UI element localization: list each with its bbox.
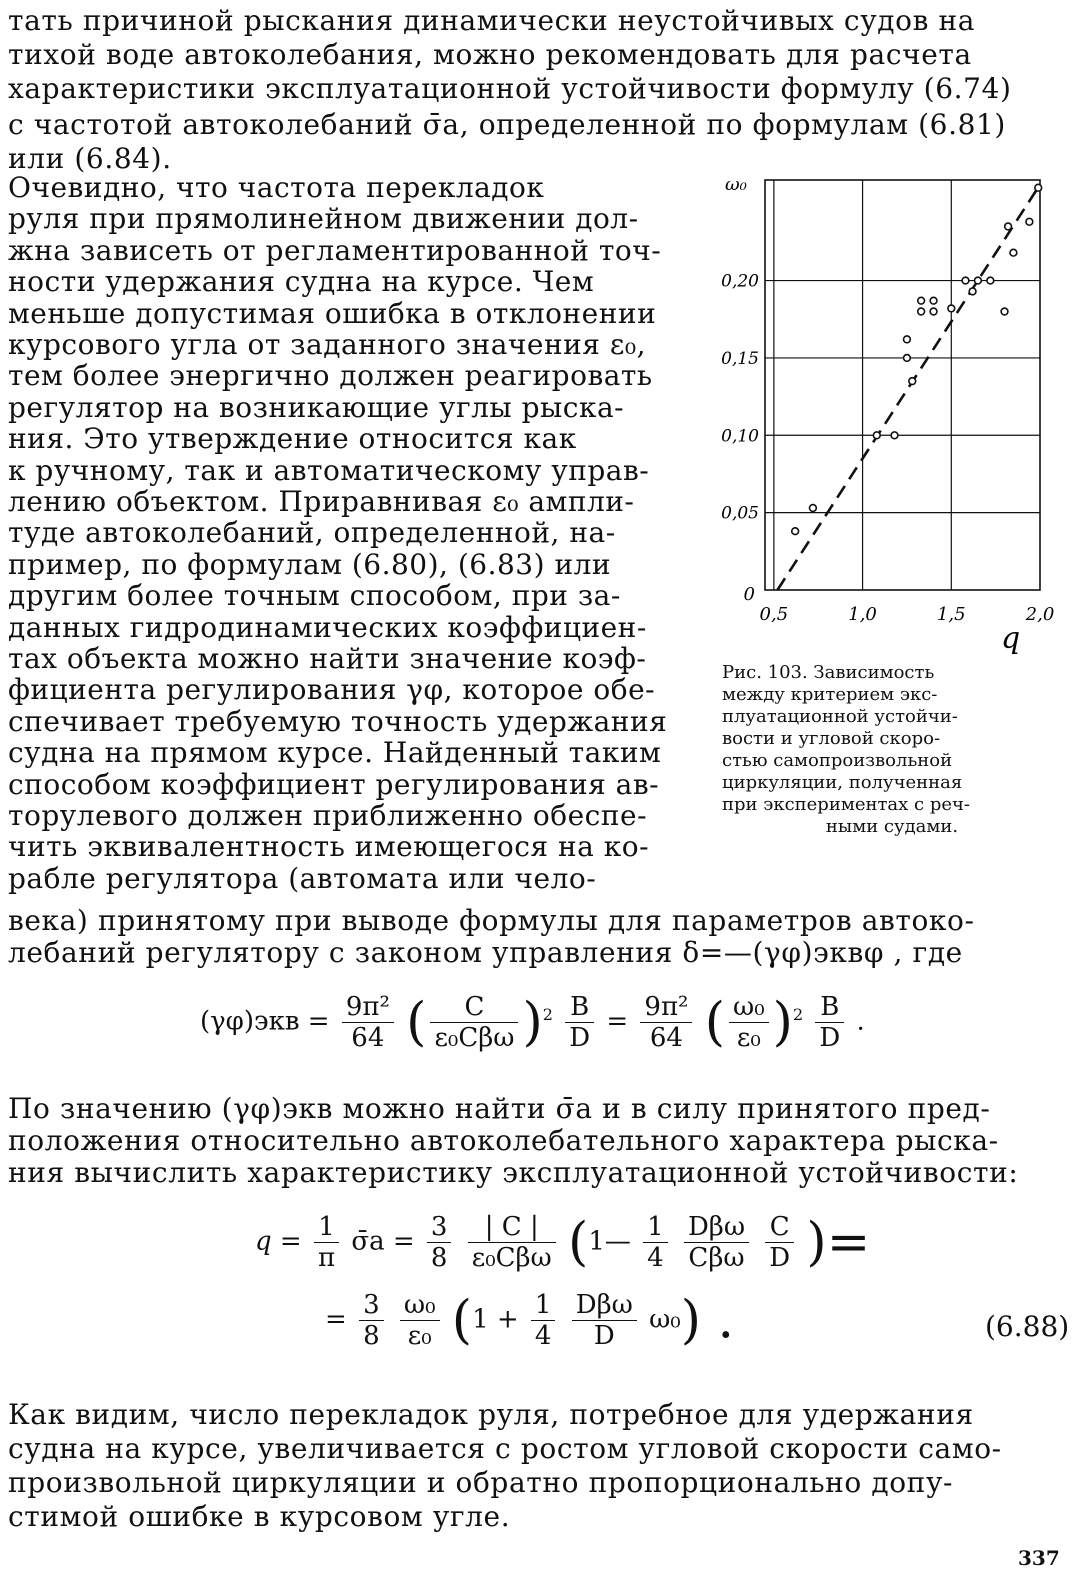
eq-sign: =	[307, 1006, 330, 1037]
data-point	[948, 305, 955, 312]
column-text-line: Очевидно, что частота перекладок	[8, 171, 545, 204]
column-text-line: жна зависеть от регламентированной точ-	[8, 233, 662, 267]
text-line: тихой воде автоколебания, можно рекомендовать для расчета	[8, 38, 972, 71]
column-text-line: торулевого должен приближенно обеспе-	[8, 799, 648, 832]
x-axis-label: q	[1000, 621, 1021, 656]
column-text-line: другим более точным способом, при за-	[8, 579, 621, 613]
data-point	[918, 308, 925, 315]
eq-fraction: $\frac{B}{D}$	[565, 992, 594, 1053]
text-line: тать причиной рыскания динамически неустойчивых судов на	[8, 4, 976, 37]
equation-number: (6.88)	[985, 1310, 1070, 1343]
eq-fraction: $\frac{B}{D}$	[815, 992, 844, 1053]
eq-fraction: $\frac{\text{9π²}}{64}$	[640, 992, 692, 1053]
eq-fraction: $\frac{\text{ω₀}}{\text{ε₀}}$	[729, 992, 769, 1053]
data-point	[1005, 223, 1012, 230]
equation-q-line2: = $\frac{3}{8}$ $\frac{\text{ω₀}}{\text{ε₀}}$ (1 + $\frac{1}{4}$ $\frac{\text{Dβω}}{D}$ ω₀) .	[325, 1290, 735, 1351]
data-point	[904, 336, 911, 343]
page-number: 337	[1018, 1546, 1060, 1570]
data-point	[1001, 308, 1008, 315]
data-point	[1035, 184, 1042, 191]
data-point	[975, 277, 982, 284]
text-line: или (6.84).	[8, 142, 172, 175]
data-point	[810, 505, 817, 512]
text-line: По значению (γφ)экв можно найти σ̄а и в силу принятого пред-	[8, 1092, 991, 1125]
equation-gamma-equivalent: (γφ)экв = $\frac{\text{9π²}}{64}$ ( $\frac{C}{\text{ε₀Cβω}}$ )$^2$ $\frac{B}{D}$ = $\frac{\text{9π²}}{64}$ ( $\frac{\text{ω₀}}{\text{ε₀}}$ )$^2$ $\frac{B}{D}$ .	[200, 992, 865, 1053]
column-text-line: меньше допустимая ошибка в отклонении	[8, 296, 657, 330]
text-line: положения относительно автоколебательного характера рыска-	[8, 1124, 999, 1157]
column-text-line: ния. Это утверждение относится как	[8, 422, 577, 456]
text-line: произвольной циркуляции и обратно пропорционально допу-	[8, 1466, 954, 1499]
text-line: века) принятому при выводе формулы для параметров автоко-	[8, 904, 975, 937]
x-tick-label: 1,5	[936, 604, 966, 625]
y-tick-label: 0,15	[721, 348, 759, 369]
caption-line: стью самопроизвольной	[722, 750, 953, 771]
data-point	[930, 308, 937, 315]
data-point	[909, 378, 916, 385]
plot-frame	[765, 180, 1040, 590]
caption-line: Рис. 103. Зависимость	[722, 662, 935, 683]
eq-fraction: $\frac{\text{9π²}}{64}$	[342, 992, 394, 1053]
figure-caption	[722, 662, 1062, 838]
text-line: стимой ошибке в курсовом угле.	[8, 1500, 511, 1533]
text-line: Как видим, число перекладок руля, потребное для удержания	[8, 1398, 974, 1431]
y-tick-label: 0,20	[721, 271, 759, 292]
caption-line: между критерием экс-	[722, 684, 938, 705]
data-point	[904, 355, 911, 362]
text-line: характеристики эксплуатационной устойчивости формулу (6.74)	[8, 72, 1012, 105]
column-text-line: туде автоколебаний, определенной, на-	[8, 516, 616, 550]
caption-line: вости и угловой скоро-	[722, 728, 941, 749]
column-text-line: к ручному, так и автоматическому управ-	[8, 453, 650, 487]
data-point	[1026, 218, 1033, 225]
text-line: с частотой автоколебаний σ̄а, определенной по формулам (6.81)	[8, 108, 1006, 141]
column-text-line: тах объекта можно найти значение коэф-	[8, 642, 647, 675]
x-tick-label: 2,0	[1025, 604, 1055, 625]
column-text-line: чить эквивалентность имеющегося на ко-	[8, 830, 650, 864]
text-line: судна на курсе, увеличивается с ростом угловой скорости само-	[8, 1432, 1002, 1465]
column-text-line: способом коэффициент регулирования ав-	[8, 767, 660, 801]
data-point	[987, 277, 994, 284]
column-text-line: лению объектом. Приравнивая ε₀ ампли-	[8, 485, 635, 518]
caption-line: плуатационной устойчи-	[722, 706, 958, 727]
column-text-line: ности удержания судна на курсе. Чем	[8, 265, 595, 299]
data-point	[962, 277, 969, 284]
text-line: лебаний регулятору с законом управления δ=—(γφ)эквφ , где	[8, 936, 963, 969]
column-text-line: данных гидродинамических коэффициен-	[8, 610, 647, 644]
data-point	[918, 297, 925, 304]
caption-line: ными судами.	[825, 816, 959, 837]
text-line: ния вычислить характеристику эксплуатационной устойчивости:	[8, 1156, 1019, 1189]
caption-line: циркуляции, полученная	[722, 772, 963, 793]
data-point	[891, 432, 898, 439]
data-point	[1010, 249, 1017, 256]
data-point	[930, 297, 937, 304]
column-text-line: спечивает требуемую точность удержания	[8, 704, 668, 738]
y-tick-label: 0,05	[721, 503, 759, 524]
caption-line: при экспериментах с реч-	[722, 794, 970, 815]
column-text-line: пример, по формулам (6.80), (6.83) или	[8, 547, 612, 581]
y-axis-label: ω₀	[725, 174, 747, 195]
x-tick-label: 1,0	[848, 604, 877, 625]
x-tick-label: 0,5	[759, 604, 789, 625]
data-point	[873, 432, 880, 439]
eq-fraction: $\frac{C}{\text{ε₀Cβω}}$	[430, 992, 518, 1053]
eq-term: (γφ)экв	[200, 1006, 300, 1037]
column-text-line: курсового угла от заданного значения ε₀,	[8, 328, 646, 361]
zero-label: 0	[743, 584, 755, 605]
data-point	[969, 288, 976, 295]
column-text-line: рабле регулятора (автомата или чело-	[8, 861, 597, 895]
column-text-line: тем более энергично должен реагировать	[8, 359, 653, 393]
y-tick-label: 0,10	[721, 426, 759, 447]
column-text-line: фициента регулирования γφ, которое обе-	[8, 673, 656, 707]
figure-103-chart	[715, 168, 1075, 658]
column-text-line: регулятор на возникающие углы рыска-	[8, 390, 625, 424]
trend-line	[777, 185, 1040, 590]
column-text-line: руля при прямолинейном движении дол-	[8, 202, 639, 236]
equation-q-line1: q = $\frac{1}{\pi}$ σ̄а = $\frac{3}{8}$ $\frac{| C |}{\text{ε₀Cβω}}$ (1— $\frac{1}{4}$ $\frac{\text{Dβω}}{\text{Cβω}}$ $\frac{C}{D}$ )=	[255, 1212, 871, 1273]
data-point	[792, 528, 799, 535]
column-text-line: судна на прямом курсе. Найденный таким	[8, 736, 662, 770]
